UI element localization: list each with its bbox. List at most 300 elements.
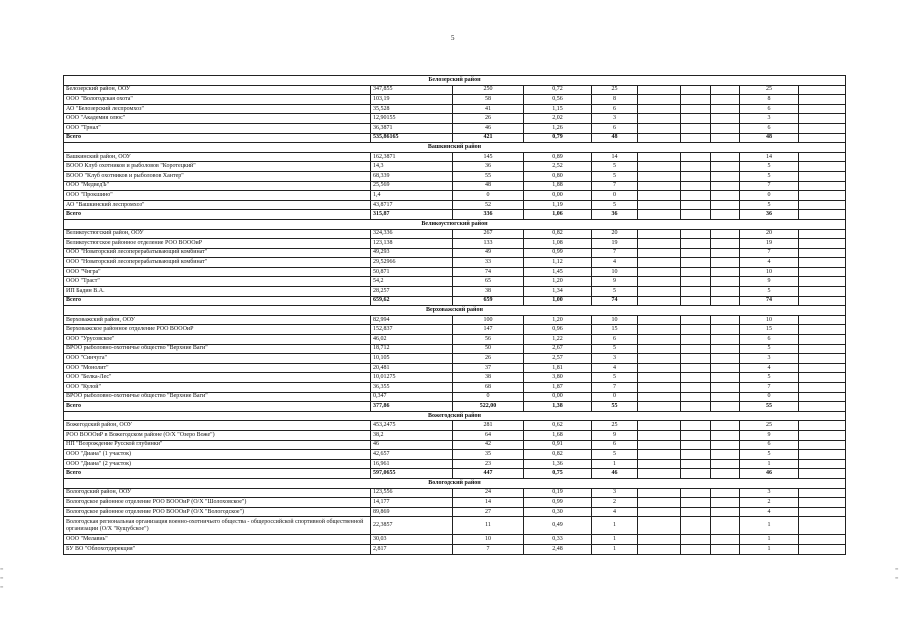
value-cell-1: 14,3 bbox=[371, 162, 453, 172]
value-cell-6 bbox=[681, 123, 711, 133]
value-cell-5 bbox=[638, 373, 681, 383]
org-name-cell: ООО "Белка-Лес" bbox=[64, 373, 371, 383]
table-row bbox=[64, 507, 846, 517]
value-cell-4: 6 bbox=[592, 104, 638, 114]
table-row bbox=[64, 498, 846, 508]
value-cell-6 bbox=[681, 258, 711, 268]
value-cell-2: 7 bbox=[453, 544, 524, 554]
value-cell-5 bbox=[638, 507, 681, 517]
value-cell-3: 2,67 bbox=[524, 344, 592, 354]
table-row bbox=[64, 535, 846, 545]
value-cell-5 bbox=[638, 248, 681, 258]
value-cell-3: 0,00 bbox=[524, 392, 592, 402]
org-name-cell: ООО "Монолит" bbox=[64, 363, 371, 373]
value-cell-4: 4 bbox=[592, 258, 638, 268]
value-cell-5 bbox=[638, 402, 681, 412]
value-cell-6 bbox=[681, 95, 711, 105]
value-cell-8: 25 bbox=[740, 85, 799, 95]
value-cell-5 bbox=[638, 344, 681, 354]
value-cell-4: 5 bbox=[592, 287, 638, 297]
org-name-cell: БУ ВО "Облохотдирекция" bbox=[64, 544, 371, 554]
value-cell-7 bbox=[711, 162, 740, 172]
value-cell-8: 15 bbox=[740, 325, 799, 335]
value-cell-7 bbox=[711, 229, 740, 239]
value-cell-1: 103,19 bbox=[371, 95, 453, 105]
value-cell-3: 0,82 bbox=[524, 229, 592, 239]
value-cell-5 bbox=[638, 114, 681, 124]
value-cell-3: 0,80 bbox=[524, 171, 592, 181]
value-cell-5 bbox=[638, 354, 681, 364]
table-row bbox=[64, 171, 846, 181]
value-cell-7 bbox=[711, 544, 740, 554]
value-cell-6 bbox=[681, 459, 711, 469]
value-cell-5 bbox=[638, 535, 681, 545]
value-cell-9 bbox=[799, 239, 846, 249]
value-cell-8: 3 bbox=[740, 488, 799, 498]
value-cell-2: 447 bbox=[453, 469, 524, 479]
value-cell-6 bbox=[681, 162, 711, 172]
org-name-cell: Всего bbox=[64, 296, 371, 306]
org-name-cell: Всего bbox=[64, 133, 371, 143]
value-cell-6 bbox=[681, 296, 711, 306]
value-cell-8: 4 bbox=[740, 258, 799, 268]
value-cell-7 bbox=[711, 95, 740, 105]
value-cell-6 bbox=[681, 239, 711, 249]
value-cell-4: 4 bbox=[592, 363, 638, 373]
value-cell-4: 5 bbox=[592, 171, 638, 181]
value-cell-4: 1 bbox=[592, 517, 638, 535]
value-cell-2: 522,00 bbox=[453, 402, 524, 412]
value-cell-3: 1,19 bbox=[524, 200, 592, 210]
value-cell-4: 7 bbox=[592, 383, 638, 393]
total-row bbox=[64, 133, 846, 143]
value-cell-1: 89,869 bbox=[371, 507, 453, 517]
table-row bbox=[64, 517, 846, 535]
value-cell-2: 55 bbox=[453, 171, 524, 181]
table-row bbox=[64, 383, 846, 393]
section-header bbox=[64, 306, 846, 316]
value-cell-2: 100 bbox=[453, 315, 524, 325]
value-cell-5 bbox=[638, 459, 681, 469]
table-row bbox=[64, 363, 846, 373]
value-cell-3: 1,00 bbox=[524, 296, 592, 306]
value-cell-8: 5 bbox=[740, 200, 799, 210]
value-cell-4: 9 bbox=[592, 277, 638, 287]
value-cell-3: 2,52 bbox=[524, 162, 592, 172]
value-cell-7 bbox=[711, 450, 740, 460]
value-cell-8: 6 bbox=[740, 123, 799, 133]
value-cell-7 bbox=[711, 507, 740, 517]
value-cell-3: 0,00 bbox=[524, 191, 592, 201]
value-cell-5 bbox=[638, 277, 681, 287]
org-name-cell: НП "Возрождение Русской глубинки" bbox=[64, 440, 371, 450]
value-cell-7 bbox=[711, 430, 740, 440]
value-cell-8: 4 bbox=[740, 507, 799, 517]
section-header bbox=[64, 478, 846, 488]
value-cell-1: 36,355 bbox=[371, 383, 453, 393]
value-cell-6 bbox=[681, 440, 711, 450]
section-title: Верховажский район bbox=[64, 306, 846, 316]
value-cell-8: 4 bbox=[740, 363, 799, 373]
value-cell-4: 5 bbox=[592, 200, 638, 210]
value-cell-1: 25,569 bbox=[371, 181, 453, 191]
value-cell-9 bbox=[799, 544, 846, 554]
value-cell-2: 74 bbox=[453, 267, 524, 277]
value-cell-9 bbox=[799, 248, 846, 258]
org-name-cell: Всего bbox=[64, 402, 371, 412]
value-cell-9 bbox=[799, 229, 846, 239]
table-row bbox=[64, 181, 846, 191]
value-cell-9 bbox=[799, 335, 846, 345]
value-cell-7 bbox=[711, 152, 740, 162]
value-cell-2: 50 bbox=[453, 344, 524, 354]
section-title: Белозерский район bbox=[64, 76, 846, 86]
value-cell-7 bbox=[711, 85, 740, 95]
value-cell-8: 7 bbox=[740, 181, 799, 191]
value-cell-4: 74 bbox=[592, 296, 638, 306]
value-cell-9 bbox=[799, 162, 846, 172]
section-title: Вашкинский район bbox=[64, 143, 846, 153]
value-cell-6 bbox=[681, 344, 711, 354]
value-cell-8: 3 bbox=[740, 354, 799, 364]
value-cell-6 bbox=[681, 277, 711, 287]
org-name-cell: Всего bbox=[64, 210, 371, 220]
value-cell-3: 1,88 bbox=[524, 181, 592, 191]
value-cell-1: 22,3857 bbox=[371, 517, 453, 535]
org-name-cell: Вологодская региональная организация военно-охотничьего общества - общероссийской спортивной общественной организации (О/Х "Кущубское") bbox=[64, 517, 371, 535]
value-cell-8: 8 bbox=[740, 95, 799, 105]
section-header bbox=[64, 76, 846, 86]
value-cell-5 bbox=[638, 258, 681, 268]
value-cell-5 bbox=[638, 363, 681, 373]
value-cell-2: 52 bbox=[453, 200, 524, 210]
value-cell-8: 6 bbox=[740, 440, 799, 450]
value-cell-9 bbox=[799, 104, 846, 114]
value-cell-7 bbox=[711, 344, 740, 354]
table-row bbox=[64, 85, 846, 95]
table-row bbox=[64, 392, 846, 402]
org-name-cell: Вологодское районное отделение РОО ВОООиР (О/Х "Вологодское") bbox=[64, 507, 371, 517]
value-cell-5 bbox=[638, 440, 681, 450]
value-cell-8: 6 bbox=[740, 335, 799, 345]
value-cell-2: 659 bbox=[453, 296, 524, 306]
value-cell-8: 1 bbox=[740, 459, 799, 469]
org-name-cell: Великоустюгское районное отделение РОО ВОООиР bbox=[64, 239, 371, 249]
value-cell-3: 0,82 bbox=[524, 450, 592, 460]
value-cell-4: 9 bbox=[592, 430, 638, 440]
value-cell-3: 1,15 bbox=[524, 104, 592, 114]
value-cell-5 bbox=[638, 152, 681, 162]
value-cell-7 bbox=[711, 421, 740, 431]
org-name-cell: ООО "Кулой" bbox=[64, 383, 371, 393]
value-cell-4: 6 bbox=[592, 123, 638, 133]
value-cell-9 bbox=[799, 181, 846, 191]
value-cell-9 bbox=[799, 95, 846, 105]
value-cell-1: 659,62 bbox=[371, 296, 453, 306]
value-cell-1: 123,556 bbox=[371, 488, 453, 498]
value-cell-5 bbox=[638, 171, 681, 181]
value-cell-5 bbox=[638, 544, 681, 554]
value-cell-1: 377,86 bbox=[371, 402, 453, 412]
value-cell-6 bbox=[681, 104, 711, 114]
value-cell-1: 16,961 bbox=[371, 459, 453, 469]
org-name-cell: Белозерский район, ООУ bbox=[64, 85, 371, 95]
total-row bbox=[64, 210, 846, 220]
value-cell-1: 36,3871 bbox=[371, 123, 453, 133]
value-cell-1: 10,105 bbox=[371, 354, 453, 364]
value-cell-4: 55 bbox=[592, 402, 638, 412]
value-cell-9 bbox=[799, 344, 846, 354]
org-name-cell: ВООО "Клуб охотников и рыболовов Хантер" bbox=[64, 171, 371, 181]
value-cell-1: 535,86165 bbox=[371, 133, 453, 143]
value-cell-9 bbox=[799, 200, 846, 210]
value-cell-2: 68 bbox=[453, 383, 524, 393]
value-cell-5 bbox=[638, 85, 681, 95]
value-cell-8: 7 bbox=[740, 383, 799, 393]
value-cell-5 bbox=[638, 191, 681, 201]
value-cell-7 bbox=[711, 498, 740, 508]
value-cell-4: 5 bbox=[592, 162, 638, 172]
value-cell-9 bbox=[799, 469, 846, 479]
margin-mark: = bbox=[0, 567, 4, 573]
value-cell-6 bbox=[681, 114, 711, 124]
value-cell-6 bbox=[681, 133, 711, 143]
org-name-cell: ООО "Траст" bbox=[64, 277, 371, 287]
value-cell-9 bbox=[799, 315, 846, 325]
table-row bbox=[64, 191, 846, 201]
value-cell-3: 1,68 bbox=[524, 430, 592, 440]
value-cell-3: 0,33 bbox=[524, 535, 592, 545]
value-cell-9 bbox=[799, 258, 846, 268]
section-header bbox=[64, 219, 846, 229]
value-cell-5 bbox=[638, 469, 681, 479]
table-row bbox=[64, 258, 846, 268]
value-cell-6 bbox=[681, 152, 711, 162]
value-cell-9 bbox=[799, 152, 846, 162]
value-cell-8: 1 bbox=[740, 517, 799, 535]
value-cell-3: 1,81 bbox=[524, 363, 592, 373]
value-cell-6 bbox=[681, 535, 711, 545]
value-cell-9 bbox=[799, 392, 846, 402]
value-cell-6 bbox=[681, 498, 711, 508]
value-cell-5 bbox=[638, 200, 681, 210]
value-cell-3: 1,45 bbox=[524, 267, 592, 277]
value-cell-9 bbox=[799, 498, 846, 508]
value-cell-2: 27 bbox=[453, 507, 524, 517]
value-cell-2: 33 bbox=[453, 258, 524, 268]
org-name-cell: ООО "Вологодская охота" bbox=[64, 95, 371, 105]
value-cell-5 bbox=[638, 104, 681, 114]
value-cell-2: 0 bbox=[453, 392, 524, 402]
value-cell-2: 133 bbox=[453, 239, 524, 249]
value-cell-4: 19 bbox=[592, 239, 638, 249]
value-cell-7 bbox=[711, 488, 740, 498]
value-cell-6 bbox=[681, 517, 711, 535]
value-cell-2: 267 bbox=[453, 229, 524, 239]
table-row bbox=[64, 450, 846, 460]
value-cell-8: 14 bbox=[740, 152, 799, 162]
value-cell-7 bbox=[711, 191, 740, 201]
value-cell-3: 2,57 bbox=[524, 354, 592, 364]
value-cell-9 bbox=[799, 133, 846, 143]
value-cell-8: 0 bbox=[740, 191, 799, 201]
org-name-cell: Всего bbox=[64, 469, 371, 479]
value-cell-2: 58 bbox=[453, 95, 524, 105]
value-cell-7 bbox=[711, 535, 740, 545]
value-cell-6 bbox=[681, 363, 711, 373]
value-cell-3: 3,80 bbox=[524, 373, 592, 383]
value-cell-7 bbox=[711, 200, 740, 210]
value-cell-2: 145 bbox=[453, 152, 524, 162]
value-cell-7 bbox=[711, 363, 740, 373]
value-cell-5 bbox=[638, 287, 681, 297]
table-row bbox=[64, 325, 846, 335]
table-row bbox=[64, 373, 846, 383]
value-cell-3: 0,99 bbox=[524, 248, 592, 258]
value-cell-5 bbox=[638, 267, 681, 277]
value-cell-4: 8 bbox=[592, 95, 638, 105]
value-cell-5 bbox=[638, 123, 681, 133]
value-cell-3: 1,12 bbox=[524, 258, 592, 268]
value-cell-6 bbox=[681, 200, 711, 210]
value-cell-7 bbox=[711, 402, 740, 412]
value-cell-4: 3 bbox=[592, 488, 638, 498]
value-cell-6 bbox=[681, 335, 711, 345]
value-cell-6 bbox=[681, 488, 711, 498]
value-cell-1: 453,2475 bbox=[371, 421, 453, 431]
value-cell-4: 4 bbox=[592, 507, 638, 517]
table-row bbox=[64, 267, 846, 277]
table-row bbox=[64, 335, 846, 345]
value-cell-6 bbox=[681, 267, 711, 277]
value-cell-9 bbox=[799, 267, 846, 277]
value-cell-4: 1 bbox=[592, 459, 638, 469]
value-cell-3: 0,91 bbox=[524, 440, 592, 450]
value-cell-8: 5 bbox=[740, 373, 799, 383]
value-cell-8: 7 bbox=[740, 248, 799, 258]
table-row bbox=[64, 430, 846, 440]
value-cell-1: 68,339 bbox=[371, 171, 453, 181]
value-cell-9 bbox=[799, 440, 846, 450]
value-cell-9 bbox=[799, 277, 846, 287]
value-cell-2: 37 bbox=[453, 363, 524, 373]
value-cell-5 bbox=[638, 383, 681, 393]
value-cell-4: 10 bbox=[592, 267, 638, 277]
total-row bbox=[64, 296, 846, 306]
value-cell-1: 324,336 bbox=[371, 229, 453, 239]
value-cell-9 bbox=[799, 296, 846, 306]
value-cell-6 bbox=[681, 373, 711, 383]
value-cell-8: 0 bbox=[740, 392, 799, 402]
org-name-cell: АО "Вашкинский леспромхоз" bbox=[64, 200, 371, 210]
value-cell-6 bbox=[681, 544, 711, 554]
value-cell-1: 43,8717 bbox=[371, 200, 453, 210]
value-cell-4: 25 bbox=[592, 85, 638, 95]
value-cell-9 bbox=[799, 402, 846, 412]
value-cell-6 bbox=[681, 248, 711, 258]
value-cell-7 bbox=[711, 335, 740, 345]
value-cell-1: 597,0655 bbox=[371, 469, 453, 479]
value-cell-1: 152,837 bbox=[371, 325, 453, 335]
value-cell-2: 48 bbox=[453, 181, 524, 191]
org-name-cell: ООО "Трнал" bbox=[64, 123, 371, 133]
value-cell-1: 123,138 bbox=[371, 239, 453, 249]
value-cell-6 bbox=[681, 229, 711, 239]
value-cell-3: 0,75 bbox=[524, 469, 592, 479]
value-cell-4: 48 bbox=[592, 133, 638, 143]
value-cell-7 bbox=[711, 296, 740, 306]
value-cell-6 bbox=[681, 210, 711, 220]
value-cell-6 bbox=[681, 392, 711, 402]
value-cell-3: 1,36 bbox=[524, 459, 592, 469]
section-title: Вожегодский район bbox=[64, 411, 846, 421]
table-row bbox=[64, 277, 846, 287]
table-row bbox=[64, 248, 846, 258]
value-cell-4: 7 bbox=[592, 181, 638, 191]
value-cell-4: 0 bbox=[592, 191, 638, 201]
org-name-cell: РОО ВОООиР в Вожегодском районе (О/Х "Озеро Воже") bbox=[64, 430, 371, 440]
table-row bbox=[64, 104, 846, 114]
value-cell-3: 0,62 bbox=[524, 421, 592, 431]
value-cell-2: 35 bbox=[453, 450, 524, 460]
value-cell-5 bbox=[638, 239, 681, 249]
org-name-cell: ООО "Мелавиь" bbox=[64, 535, 371, 545]
page-number: 5 bbox=[451, 34, 455, 42]
value-cell-1: 14,177 bbox=[371, 498, 453, 508]
value-cell-3: 0,96 bbox=[524, 325, 592, 335]
value-cell-3: 0,30 bbox=[524, 507, 592, 517]
value-cell-9 bbox=[799, 517, 846, 535]
value-cell-9 bbox=[799, 354, 846, 364]
value-cell-6 bbox=[681, 354, 711, 364]
value-cell-7 bbox=[711, 383, 740, 393]
value-cell-6 bbox=[681, 430, 711, 440]
value-cell-2: 0 bbox=[453, 191, 524, 201]
value-cell-3: 1,26 bbox=[524, 123, 592, 133]
value-cell-1: 35,528 bbox=[371, 104, 453, 114]
value-cell-3: 1,20 bbox=[524, 277, 592, 287]
value-cell-3: 1,38 bbox=[524, 402, 592, 412]
org-name-cell: ООО "Академия олюс" bbox=[64, 114, 371, 124]
table-row bbox=[64, 354, 846, 364]
value-cell-7 bbox=[711, 181, 740, 191]
value-cell-3: 0,72 bbox=[524, 85, 592, 95]
section-title: Великоустюгский район bbox=[64, 219, 846, 229]
org-name-cell: ООО "Диана" (2 участок) bbox=[64, 459, 371, 469]
value-cell-9 bbox=[799, 171, 846, 181]
value-cell-2: 250 bbox=[453, 85, 524, 95]
value-cell-4: 6 bbox=[592, 335, 638, 345]
value-cell-2: 24 bbox=[453, 488, 524, 498]
value-cell-5 bbox=[638, 133, 681, 143]
value-cell-1: 82,994 bbox=[371, 315, 453, 325]
value-cell-1: 46,02 bbox=[371, 335, 453, 345]
org-name-cell: Великоустюгский район, ООУ bbox=[64, 229, 371, 239]
value-cell-3: 0,56 bbox=[524, 95, 592, 105]
table-row bbox=[64, 315, 846, 325]
value-cell-8: 5 bbox=[740, 162, 799, 172]
value-cell-5 bbox=[638, 296, 681, 306]
value-cell-2: 336 bbox=[453, 210, 524, 220]
value-cell-5 bbox=[638, 229, 681, 239]
org-name-cell: Верховажское районное отделение РОО ВОООиР bbox=[64, 325, 371, 335]
value-cell-7 bbox=[711, 325, 740, 335]
value-cell-2: 147 bbox=[453, 325, 524, 335]
value-cell-1: 18,712 bbox=[371, 344, 453, 354]
value-cell-4: 10 bbox=[592, 315, 638, 325]
value-cell-4: 15 bbox=[592, 325, 638, 335]
table-row bbox=[64, 95, 846, 105]
